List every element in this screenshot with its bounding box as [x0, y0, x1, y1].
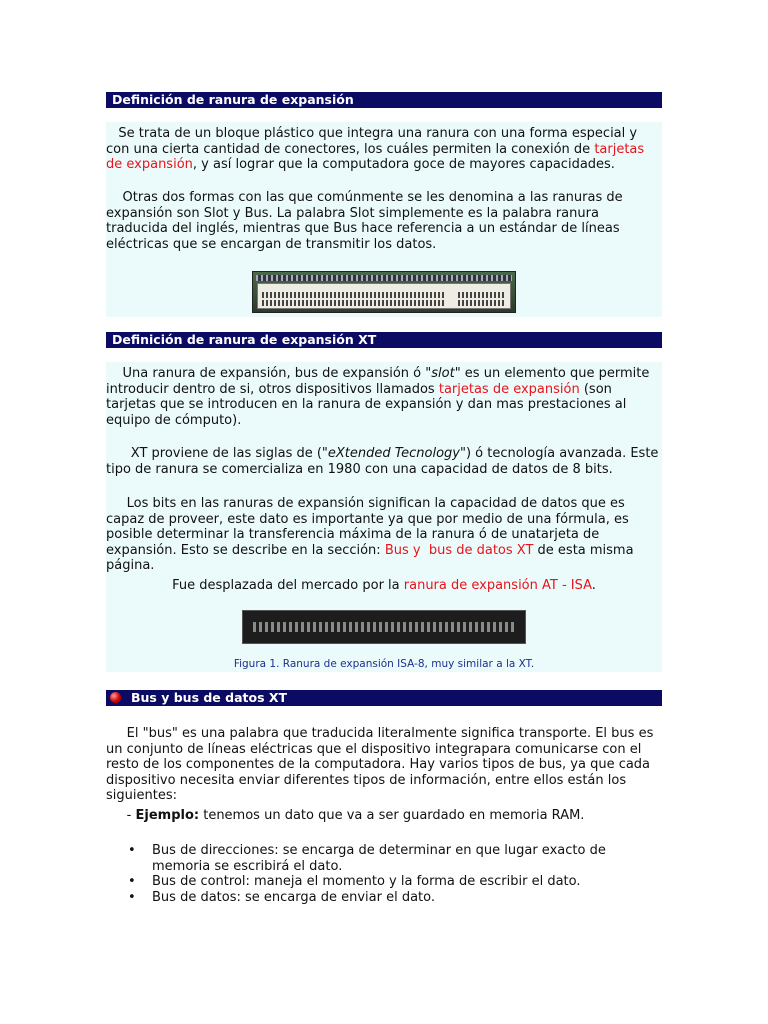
- link-tarjetas-expansion[interactable]: tarjetas de expansión: [106, 141, 649, 172]
- text: Los bits en las ranuras de expansión significan la capacidad de datos que es capaz de proveer, este dato es importante ya que por medio de una fórmula, es posible determinar la transferencia máxima de la ranura ó de unatarjeta de expansión. Esto se describe en la sección:: [106, 496, 633, 558]
- list-item: • Bus de control: maneja el momento y la forma de escribir el dato.: [106, 874, 662, 890]
- paragraph-example: [106, 808, 662, 824]
- text: tenemos un dato que va a ser guardado en memoria RAM.: [199, 808, 585, 823]
- paragraph-xt-definition: [106, 366, 662, 428]
- text: -: [106, 808, 136, 823]
- section-title: Definición de ranura de expansión XT: [112, 332, 377, 347]
- text-italic: slot: [431, 366, 455, 381]
- slot-pins: [262, 300, 506, 306]
- text: XT proviene de las siglas de (": [106, 446, 328, 461]
- paragraph-xt-origin: [106, 446, 662, 477]
- section-header-expansion-slot-xt: [106, 332, 662, 348]
- section-title: Definición de ranura de expansión: [112, 92, 354, 107]
- isa8-slot-image: [242, 610, 526, 644]
- slot-body: [257, 283, 511, 309]
- text: de esta misma página.: [106, 542, 638, 573]
- paragraph-slot-bus: Otras dos formas con las que comúnmente se les denomina a las ranuras de expansión son Slot y Bus. La palabra Slot simplemente es la palabra ranura traducida del inglés, mientras que Bus hace referencia a un estándar de líneas eléctricas que se encargan de transmitir los datos.: [106, 190, 627, 252]
- text: " es un elemento que permite introducir dentro de si, otros dispositivos llamados: [106, 366, 654, 397]
- link-bus-datos-xt[interactable]: Bus y bus de datos XT: [384, 542, 534, 558]
- text: Se trata de un bloque plástico que integra una ranura con una forma especial y con una cierta cantidad de conectores, los cuáles permiten la conexión de: [106, 126, 642, 157]
- text: Fue desplazada del mercado por la: [172, 578, 404, 593]
- slot-pins: [253, 622, 515, 632]
- paragraph-bits: [106, 496, 662, 574]
- text: .: [591, 578, 596, 593]
- paragraph-bus-definition: El "bus" es una palabra que traducida literalmente significa transporte. El bus es un conjunto de líneas eléctricas que el dispositivo integrapara comunicarse con el resto de los componentes de la computadora. Hay varios tipos de bus, ya que cada dispositivo necesita enviar diferentes tipos de información, entre ellos están los siguientes:: [106, 726, 658, 803]
- text-italic: eXtended Tecnology: [327, 446, 460, 461]
- slot-pins: [262, 292, 506, 298]
- section-header-bus: [106, 690, 662, 706]
- slot-key: [446, 286, 456, 306]
- link-at-isa[interactable]: ranura de expansión AT - ISA: [403, 578, 592, 593]
- bus-types-list: [106, 843, 662, 905]
- section-header-expansion-slot: [106, 92, 662, 108]
- text: ") ó tecnología avanzada. Este tipo de ranura se comercializa en 1980 con una capacidad de datos de 8 bits.: [106, 446, 663, 477]
- text: , y así lograr que la computadora goce de mayores capacidades.: [192, 157, 615, 172]
- section-title: Bus y bus de datos XT: [131, 690, 288, 705]
- list-item: • Bus de datos: se encarga de enviar el dato.: [106, 890, 662, 906]
- expansion-slot-image: [252, 271, 516, 313]
- text-bold: Ejemplo:: [135, 808, 200, 823]
- link-tarjetas-expansion[interactable]: tarjetas de expansión: [438, 381, 580, 397]
- paragraph-definition: [106, 126, 662, 173]
- figure-caption: Figura 1. Ranura de expansión ISA-8, muy similar a la XT.: [233, 658, 535, 670]
- red-bullet-icon: [110, 692, 121, 703]
- text: (son tarjetas que se introducen en la ranura de expansión y dan mas prestaciones al equipo de cómputo).: [106, 381, 631, 428]
- paragraph-displaced: [106, 578, 662, 594]
- list-item: • Bus de direcciones: se encarga de determinar en que lugar exacto de memoria se escribirá el dato.: [106, 843, 662, 874]
- text: Una ranura de expansión, bus de expansión ó ": [106, 366, 432, 381]
- pcb-traces: [256, 275, 512, 281]
